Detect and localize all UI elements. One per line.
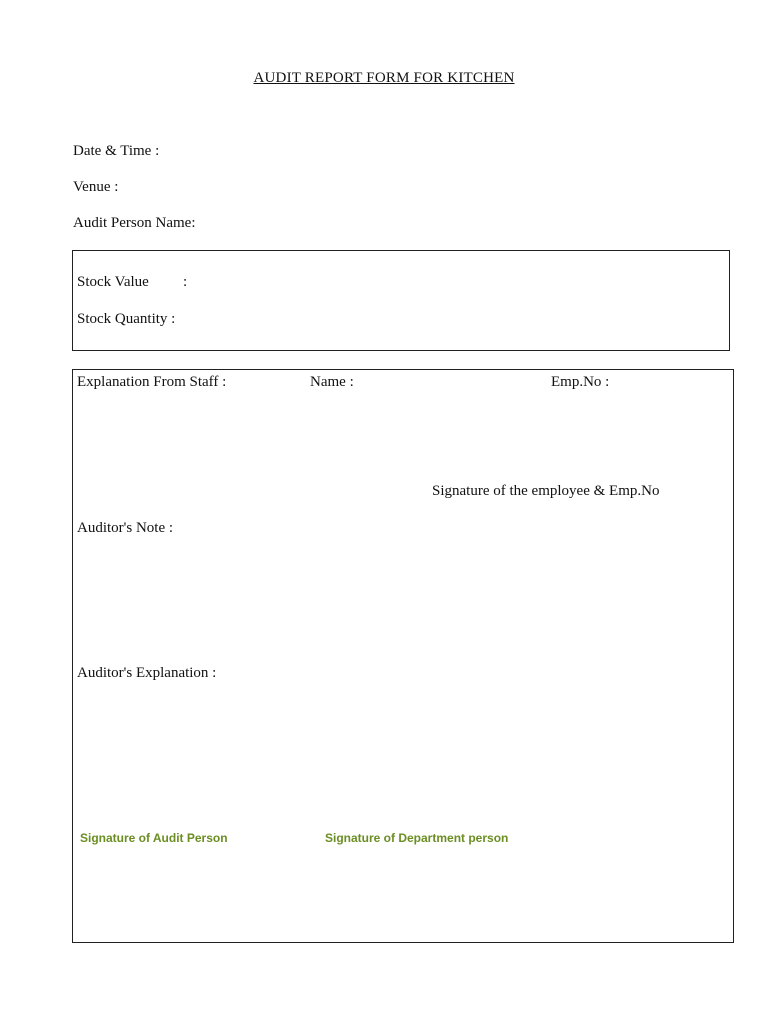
form-title: AUDIT REPORT FORM FOR KITCHEN [253,70,515,86]
auditors-explanation-label: Auditor's Explanation : [77,665,217,681]
auditors-note-label: Auditor's Note : [77,520,174,536]
stock-value-colon: : [183,274,188,290]
stock-value-label: Stock Value [77,274,149,290]
emp-no-label: Emp.No : [551,374,610,390]
stock-quantity-label: Stock Quantity : [77,311,176,327]
explanation-from-staff-label: Explanation From Staff : [77,374,227,390]
stock-section [72,250,730,351]
date-time-label: Date & Time : [73,143,160,159]
signature-audit-person-label: Signature of Audit Person [80,831,228,845]
audit-person-name-label: Audit Person Name: [73,215,196,231]
staff-name-label: Name : [310,374,354,390]
venue-label: Venue : [73,179,119,195]
employee-signature-label: Signature of the employee & Emp.No [432,483,660,499]
explanation-section [72,369,734,943]
signature-department-person-label: Signature of Department person [325,831,509,845]
